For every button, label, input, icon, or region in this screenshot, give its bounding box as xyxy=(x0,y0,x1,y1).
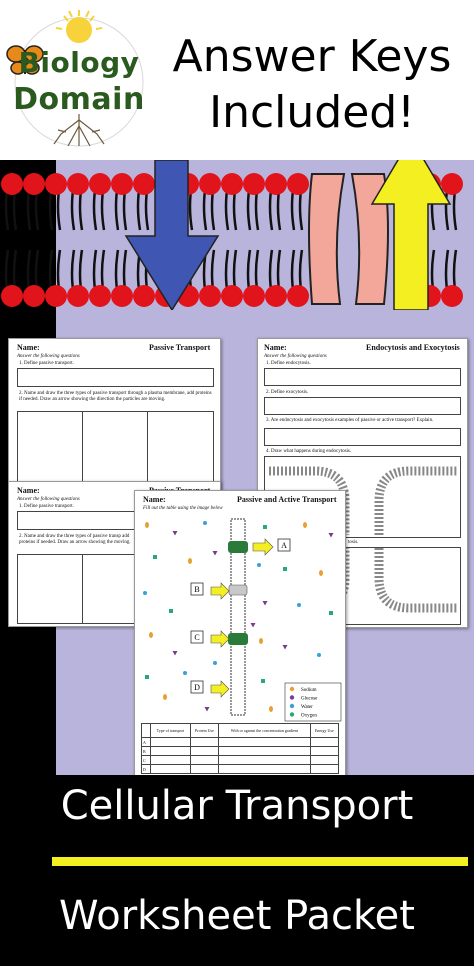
oxygen-particle xyxy=(263,525,267,529)
phospholipid xyxy=(287,250,309,307)
drawing-box xyxy=(147,411,214,487)
oxygen-particle xyxy=(283,567,287,571)
instruction-text: Answer the following questions xyxy=(264,354,327,359)
name-label: Name: xyxy=(17,486,40,495)
table-header: With or against the concentration gradient xyxy=(219,724,311,738)
question-1: 1. Define passive transport. xyxy=(19,361,74,366)
glucose-particle xyxy=(205,707,210,712)
phospholipid xyxy=(243,250,265,307)
glucose-particle xyxy=(263,601,268,606)
phospholipid xyxy=(265,250,287,307)
water-particle xyxy=(213,661,217,665)
question-2: 2. Name and draw the three types of passive transport through a plasma membrane, add proteins if needed. Draw an arrow showing the direction the particles are moving. xyxy=(19,391,212,402)
question-1: 1. Define endocytosis. xyxy=(266,361,311,366)
phospholipid xyxy=(45,250,67,307)
phospholipid xyxy=(265,173,287,230)
water-particle xyxy=(297,603,301,607)
instruction-text: Answer the following questions xyxy=(17,354,80,359)
label-a: A xyxy=(281,541,287,550)
glucose-particle xyxy=(173,531,178,536)
phospholipid xyxy=(67,173,89,230)
water-particle xyxy=(183,671,187,675)
sodium-particle xyxy=(259,638,263,644)
legend xyxy=(285,683,341,721)
legend-label: Sodium xyxy=(301,688,317,693)
question-1: 1. Define passive transport. xyxy=(19,504,74,509)
instruction-text: Answer the following questions xyxy=(17,497,80,502)
sodium-particle xyxy=(163,694,167,700)
sodium-particle xyxy=(303,522,307,528)
phospholipid xyxy=(221,173,243,230)
legend-label: Oxygen xyxy=(301,713,317,719)
oxygen-particle xyxy=(261,679,265,683)
oxygen-particle xyxy=(329,611,333,615)
phospholipid xyxy=(23,173,45,230)
label-c: C xyxy=(194,633,200,642)
table-row: B xyxy=(142,747,339,756)
phospholipid xyxy=(133,173,155,230)
sodium-particle xyxy=(319,570,323,576)
transport-table xyxy=(141,723,339,774)
name-label: Name: xyxy=(143,495,166,504)
sodium-particle xyxy=(269,706,273,712)
logo-word-biology: Biology xyxy=(18,46,140,79)
question-5-fragment: tosis. xyxy=(348,540,359,545)
phospholipid xyxy=(111,250,133,307)
transport-protein-b xyxy=(229,585,247,595)
drawing-box xyxy=(17,411,84,487)
legend-swatch xyxy=(290,704,294,708)
question-2: 2. Define exocytosis. xyxy=(266,390,309,395)
sodium-particle xyxy=(188,558,192,564)
legend-swatch xyxy=(290,712,294,716)
answer-box xyxy=(17,368,214,387)
glucose-particle xyxy=(329,533,334,538)
transport-protein-c xyxy=(228,633,248,645)
sodium-particle xyxy=(149,632,153,638)
glucose-particle xyxy=(251,623,256,628)
oxygen-particle xyxy=(145,675,149,679)
biology-domain-logo xyxy=(6,6,152,156)
worksheet-passive-active-transport xyxy=(134,490,346,778)
transport-protein-a xyxy=(228,541,248,553)
instruction-text: Fill out the table using the image below xyxy=(143,506,223,511)
logo-word-domain: Domain xyxy=(13,82,145,117)
phospholipid xyxy=(287,173,309,230)
table-row: A xyxy=(142,738,339,747)
phospholipid xyxy=(45,173,67,230)
table-row: D xyxy=(142,765,339,774)
sheet-title: Passive and Active Transport xyxy=(237,495,337,504)
worksheet-passive-transport xyxy=(8,338,221,490)
phospholipid xyxy=(221,250,243,307)
title-worksheet-packet: Worksheet Packet xyxy=(59,893,415,939)
legend-swatch xyxy=(290,687,294,691)
question-4: 4. Draw what happens during endocytosis. xyxy=(266,449,352,454)
answer-box xyxy=(264,368,461,386)
question-2: 2. Name and draw the three types of passive transp add proteins if needed. Draw an arrow showing the moving. xyxy=(19,534,131,545)
transport-diagram xyxy=(135,513,345,723)
water-particle xyxy=(143,591,147,595)
table-row: C xyxy=(142,756,339,765)
question-3: 3. Are endocytosis and exocytosis examples of passive or active transport? Explain. xyxy=(266,418,434,423)
answer-box xyxy=(264,428,461,446)
title-cellular-transport: Cellular Transport xyxy=(60,783,414,829)
water-particle xyxy=(203,521,207,525)
glucose-particle xyxy=(173,651,178,656)
phospholipid xyxy=(89,250,111,307)
oxygen-particle xyxy=(153,555,157,559)
sheet-title: Endocytosis and Exocytosis xyxy=(366,343,460,352)
logo-art xyxy=(6,6,152,156)
phospholipid xyxy=(1,250,23,307)
label-b: B xyxy=(194,585,200,594)
headline-included: Included! xyxy=(209,87,415,138)
answer-box xyxy=(264,397,461,415)
channel-protein xyxy=(309,174,388,304)
name-label: Name: xyxy=(264,343,287,352)
glucose-particle xyxy=(283,645,288,650)
phospholipid xyxy=(243,173,265,230)
phospholipid xyxy=(67,250,89,307)
membrane-illustration xyxy=(0,160,474,310)
legend-swatch xyxy=(290,695,294,699)
arrow-a-icon xyxy=(253,539,273,555)
table-header: Energy Use xyxy=(310,724,338,738)
headline-answer-keys: Answer Keys xyxy=(172,31,452,82)
yellow-divider xyxy=(52,857,468,866)
phospholipid xyxy=(89,173,111,230)
phospholipid xyxy=(111,173,133,230)
name-label: Name: xyxy=(17,343,40,352)
phospholipid xyxy=(199,173,221,230)
arrow-c-icon xyxy=(211,631,229,647)
phospholipid xyxy=(441,250,463,307)
label-d: D xyxy=(194,683,200,692)
oxygen-particle xyxy=(169,609,173,613)
sheet-title: Passive Transport xyxy=(149,343,211,352)
arrow-b-icon xyxy=(211,583,229,599)
table-header: Protein Use xyxy=(190,724,218,738)
drawing-box xyxy=(82,411,149,487)
arrow-d-icon xyxy=(211,681,229,697)
legend-label: Water xyxy=(301,705,313,710)
sodium-particle xyxy=(145,522,149,528)
water-particle xyxy=(317,653,321,657)
water-particle xyxy=(257,563,261,567)
phospholipid xyxy=(1,173,23,230)
phospholipid xyxy=(23,250,45,307)
table-header: Type of transport xyxy=(151,724,191,738)
legend-label: Glucose xyxy=(301,696,318,702)
drawing-box xyxy=(17,554,84,624)
glucose-particle xyxy=(213,551,218,556)
